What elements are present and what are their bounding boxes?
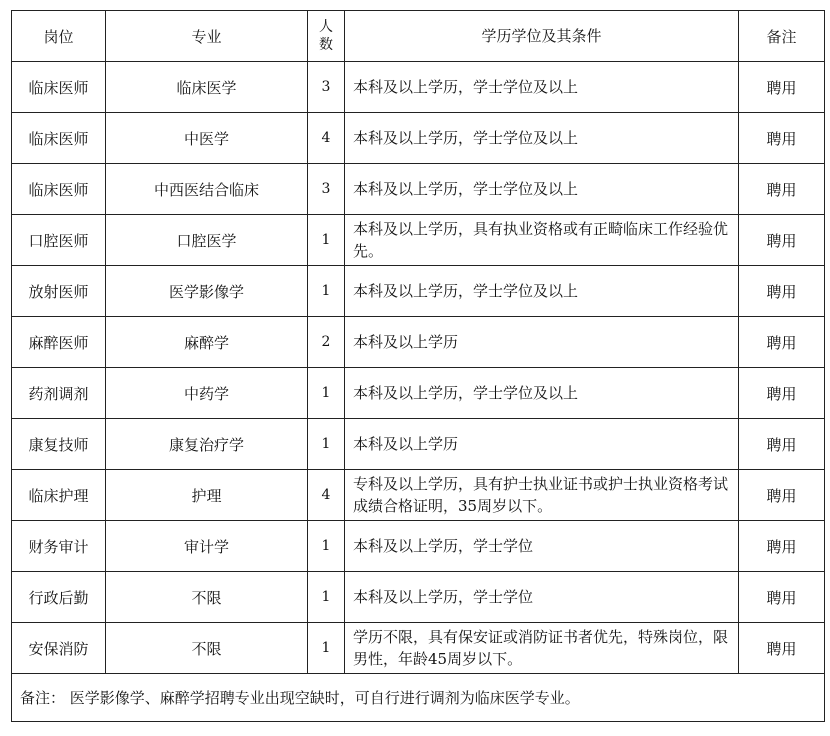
cell-count: 1 [308,419,345,470]
table-row [12,164,825,215]
cell-major: 审计学 [106,521,308,572]
header-row [12,11,825,62]
footnote-row [12,674,825,722]
table-row [12,419,825,470]
cell-note: 聘用 [739,113,825,164]
cell-position: 行政后勤 [12,572,106,623]
recruitment-table-container [11,10,819,722]
table-row [12,215,825,266]
cell-major: 护理 [106,470,308,521]
cell-position: 临床医师 [12,62,106,113]
cell-note: 聘用 [739,470,825,521]
cell-major: 中药学 [106,368,308,419]
cell-count: 4 [308,470,345,521]
cell-requirements: 专科及以上学历，具有护士执业证书或护士执业资格考试成绩合格证明，35周岁以下。 [345,470,739,521]
cell-position: 麻醉医师 [12,317,106,368]
cell-position: 临床医师 [12,164,106,215]
cell-requirements: 本科及以上学历，学士学位及以上 [345,266,739,317]
cell-major: 临床医学 [106,62,308,113]
cell-requirements: 本科及以上学历 [345,419,739,470]
table-row [12,317,825,368]
cell-note: 聘用 [739,266,825,317]
table-row [12,62,825,113]
cell-note: 聘用 [739,419,825,470]
cell-requirements: 本科及以上学历，学士学位及以上 [345,113,739,164]
cell-major: 医学影像学 [106,266,308,317]
cell-count: 1 [308,572,345,623]
cell-note: 聘用 [739,215,825,266]
table-row [12,266,825,317]
table-row [12,623,825,674]
cell-count: 2 [308,317,345,368]
cell-major: 口腔医学 [106,215,308,266]
header-major: 专业 [106,11,308,62]
header-count-line2: 数 [319,37,333,53]
cell-position: 临床护理 [12,470,106,521]
cell-major: 康复治疗学 [106,419,308,470]
header-count-line1: 人 [319,19,333,35]
cell-major: 中医学 [106,113,308,164]
cell-position: 放射医师 [12,266,106,317]
table-row [12,368,825,419]
cell-position: 药剂调剂 [12,368,106,419]
table-row [12,470,825,521]
cell-note: 聘用 [739,317,825,368]
cell-major: 不限 [106,623,308,674]
cell-count: 1 [308,215,345,266]
cell-requirements: 本科及以上学历，学士学位及以上 [345,164,739,215]
cell-position: 财务审计 [12,521,106,572]
cell-position: 安保消防 [12,623,106,674]
header-count [308,11,345,62]
table-row [12,113,825,164]
table-row [12,572,825,623]
cell-major: 麻醉学 [106,317,308,368]
cell-note: 聘用 [739,62,825,113]
cell-requirements: 本科及以上学历，学士学位及以上 [345,62,739,113]
cell-requirements: 本科及以上学历，学士学位 [345,572,739,623]
cell-requirements: 本科及以上学历，学士学位 [345,521,739,572]
cell-position: 口腔医师 [12,215,106,266]
cell-requirements: 本科及以上学历 [345,317,739,368]
table-row [12,521,825,572]
cell-position: 康复技师 [12,419,106,470]
cell-count: 3 [308,62,345,113]
header-requirements: 学历学位及其条件 [345,11,739,62]
cell-requirements: 本科及以上学历，具有执业资格或有正畸临床工作经验优先。 [345,215,739,266]
cell-position: 临床医师 [12,113,106,164]
header-position: 岗位 [12,11,106,62]
cell-requirements: 本科及以上学历，学士学位及以上 [345,368,739,419]
cell-count: 1 [308,623,345,674]
recruitment-table [11,10,825,722]
cell-major: 中西医结合临床 [106,164,308,215]
header-note: 备注 [739,11,825,62]
footnote: 备注： 医学影像学、麻醉学招聘专业出现空缺时，可自行进行调剂为临床医学专业。 [12,674,825,722]
cell-note: 聘用 [739,368,825,419]
cell-count: 1 [308,266,345,317]
cell-note: 聘用 [739,521,825,572]
cell-count: 4 [308,113,345,164]
cell-count: 1 [308,368,345,419]
cell-note: 聘用 [739,572,825,623]
cell-note: 聘用 [739,623,825,674]
cell-count: 1 [308,521,345,572]
cell-note: 聘用 [739,164,825,215]
cell-count: 3 [308,164,345,215]
cell-major: 不限 [106,572,308,623]
cell-requirements: 学历不限，具有保安证或消防证书者优先，特殊岗位，限男性，年龄45周岁以下。 [345,623,739,674]
